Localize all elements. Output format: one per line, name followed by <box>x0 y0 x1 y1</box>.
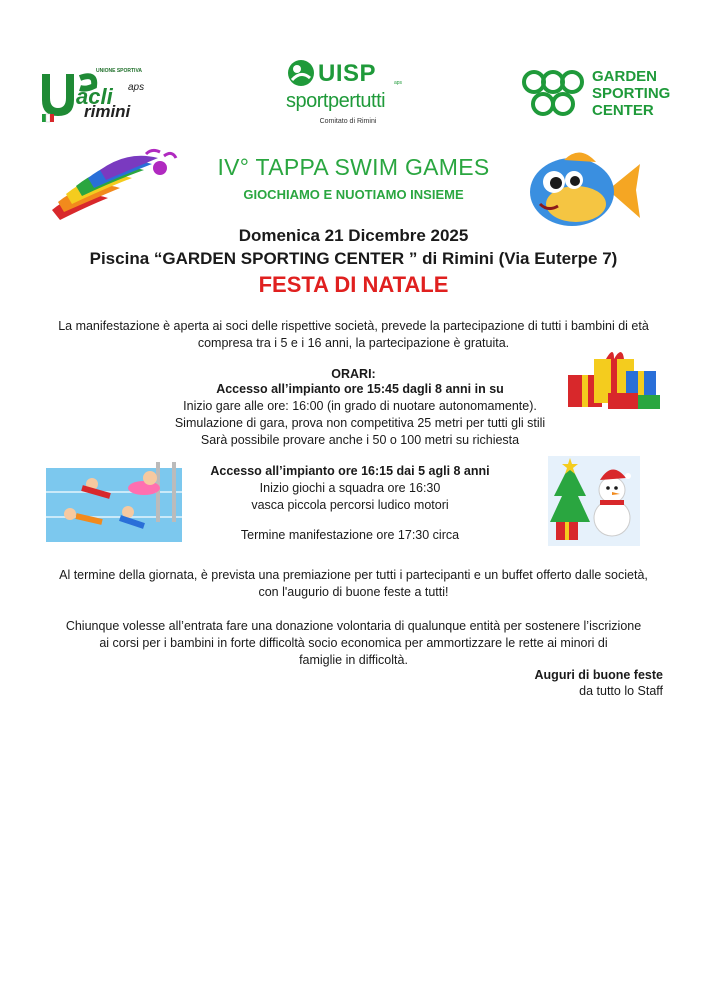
orari-block-2 <box>160 463 540 514</box>
awards-paragraph <box>30 567 677 601</box>
schedule-line: Inizio gare alle ore: 16:00 (in grado di nuotare autonomamente). <box>183 399 537 413</box>
usacli-unione: UNIONE SPORTIVA <box>96 68 143 74</box>
closing-signature: da tutto lo Staff <box>579 684 663 698</box>
schedule-line: vasca piccola percorsi ludico motori <box>251 498 449 512</box>
intro-line: La manifestazione è aperta ai soci delle rispettive società, prevede la partecipazione di tutti i bambini di età <box>58 319 649 333</box>
donation-line: Chiunque volesse all’entrata fare una donazione volontaria di qualunque entità per sostenere l’iscrizione <box>65 619 642 633</box>
end-time: Termine manifestazione ore 17:30 circa <box>240 528 460 542</box>
intro-paragraph <box>30 318 677 352</box>
garden-logo <box>520 66 685 122</box>
uisp-committee: Comitato di Rimini <box>319 118 377 125</box>
page-title: IV° TAPPA SWIM GAMES <box>217 154 490 180</box>
garden-line2: SPORTING <box>592 85 671 102</box>
svg-text:acli: acli <box>76 84 113 109</box>
access-time-1: Accesso all’impianto ore 15:45 dagli 8 anni in su <box>216 382 504 396</box>
closing-greeting: Auguri di buone feste <box>534 668 663 682</box>
awards-line: con l'augurio di buone feste a tutti! <box>258 585 449 599</box>
event-venue: Piscina “GARDEN SPORTING CENTER ” di Rimini (Via Euterpe 7) <box>89 249 618 268</box>
uisp-name: UISP <box>318 60 377 87</box>
garden-line3: CENTER <box>592 102 654 119</box>
uisp-logo-icon <box>286 58 316 88</box>
uisp-logo <box>282 56 414 132</box>
event-date: Domenica 21 Dicembre 2025 <box>238 226 469 245</box>
schedule-line: Simulazione di gara, prova non competitiva 25 metri per tutti gli stili <box>174 416 546 430</box>
uisp-tagline: sportpertutti <box>286 90 386 112</box>
uisp-aps: aps <box>394 80 403 86</box>
orari-block-1 <box>150 381 570 449</box>
christmas-tree-snowman-icon <box>548 456 640 546</box>
intro-line: compresa tra i 5 e i 16 anni, la partecipazione è gratuita. <box>197 336 510 350</box>
access-time-2: Accesso all’impianto ore 16:15 dai 5 agli 8 anni <box>210 464 490 478</box>
orari-heading: ORARI: <box>331 367 376 381</box>
gsc-rings-icon <box>520 68 586 120</box>
donation-line: ai corsi per i bambini in forte difficoltà socio economica per ammortizzare le rette ai minori di <box>99 636 608 650</box>
page-subtitle: GIOCHIAMO E NUOTIAMO INSIEME <box>243 187 464 202</box>
usacli-logo <box>36 64 148 126</box>
event-name: FESTA DI NATALE <box>258 272 449 297</box>
schedule-line: Inizio giochi a squadra ore 16:30 <box>259 481 441 495</box>
usacli-aps: aps <box>128 82 145 93</box>
usacli-city: rimini <box>84 102 131 121</box>
awards-line: Al termine della giornata, è prevista una premiazione per tutti i partecipanti e un buffet offerto dalle società, <box>59 568 648 582</box>
donation-paragraph <box>30 618 677 669</box>
schedule-line: Sarà possibile provare anche i 50 o 100 metri su richiesta <box>200 433 520 447</box>
garden-line1: GARDEN <box>592 68 658 85</box>
donation-line: famiglie in difficoltà. <box>299 653 408 667</box>
